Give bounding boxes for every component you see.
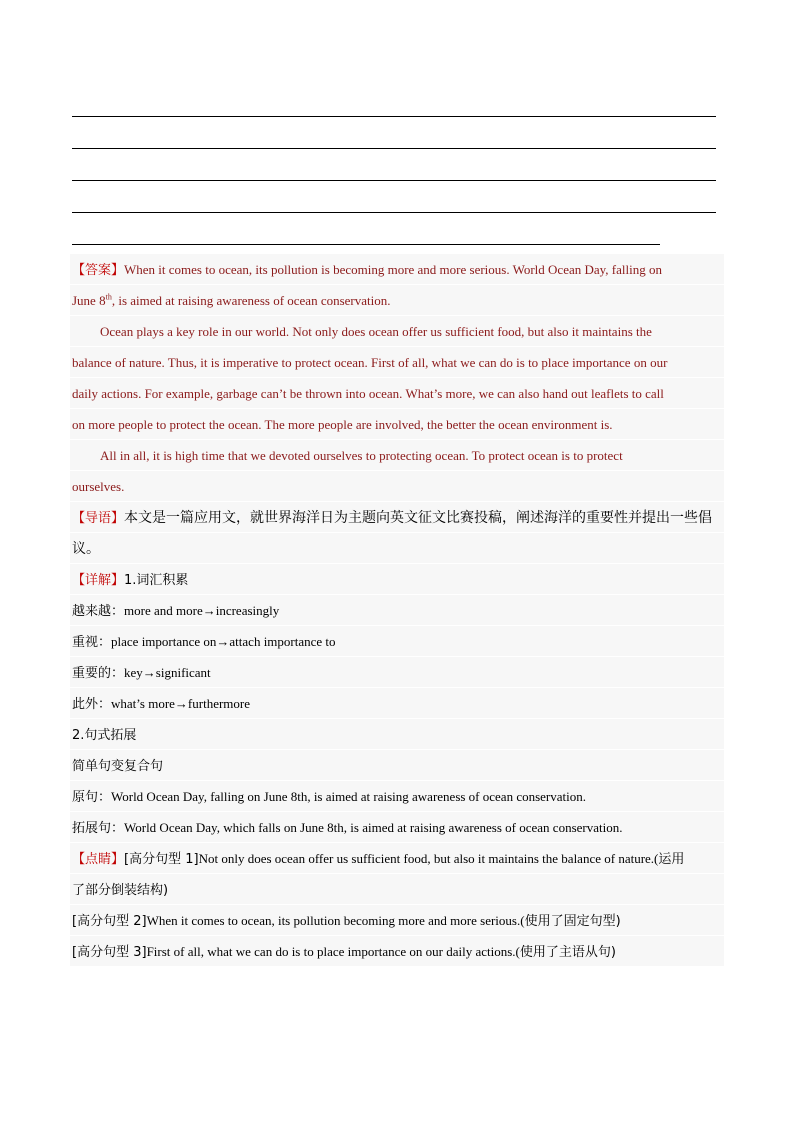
vocab-item: 重视：place importance on→attach importance to xyxy=(70,626,724,657)
detail-line: 【详解】1.词汇积累 xyxy=(70,564,724,595)
answer-line: ourselves. xyxy=(70,471,724,502)
writing-line xyxy=(72,213,660,245)
writing-line xyxy=(72,149,716,181)
writing-lines xyxy=(72,116,716,245)
writing-line xyxy=(72,117,716,149)
highlight-line: [高分句型 2]When it comes to ocean, its pollution becoming more and more serious.(使用了固定句型) xyxy=(70,905,724,936)
detail-tag: 【详解】 xyxy=(72,573,125,588)
writing-line xyxy=(72,181,716,213)
highlight-line: [高分句型 3]First of all, what we can do is to place importance on our daily actions.(使用了主语从句) xyxy=(70,936,724,967)
guide-line: 【导语】本文是一篇应用文，就世界海洋日为主题向英文征文比赛投稿，阐述海洋的重要性并提出一些倡 xyxy=(70,502,724,533)
highlight-line: 【点睛】[高分句型 1]Not only does ocean offer us sufficient food, but also it maintains the balance of nature.(运用 xyxy=(70,843,724,874)
answer-line: on more people to protect the ocean. The more people are involved, the better the ocean environment is. xyxy=(70,409,724,440)
sentence-title: 2.句式拓展 xyxy=(70,719,724,750)
answer-line: June 8th, is aimed at raising awareness of ocean conservation. xyxy=(70,285,724,316)
extended-sentence: 拓展句：World Ocean Day, which falls on June 8th, is aimed at raising awareness of ocean conservation. xyxy=(70,812,724,843)
highlight-line: 了部分倒装结构) xyxy=(70,874,724,905)
answer-line: Ocean plays a key role in our world. Not only does ocean offer us sufficient food, but also it maintains the xyxy=(70,316,724,347)
answer-line: daily actions. For example, garbage can’t be thrown into ocean. What’s more, we can also hand out leaflets to call xyxy=(70,378,724,409)
answer-line: All in all, it is high time that we devoted ourselves to protecting ocean. To protect ocean is to protect xyxy=(70,440,724,471)
sentence-subtitle: 简单句变复合句 xyxy=(70,750,724,781)
answer-tag: 【答案】 xyxy=(72,263,125,278)
guide-line: 议。 xyxy=(70,533,724,564)
highlight-tag: 【点睛】 xyxy=(72,852,125,867)
guide-tag: 【导语】 xyxy=(72,511,125,526)
vocab-item: 重要的：key→significant xyxy=(70,657,724,688)
vocab-item: 越来越：more and more→increasingly xyxy=(70,595,724,626)
vocab-item: 此外：what’s more→furthermore xyxy=(70,688,724,719)
answer-line: balance of nature. Thus, it is imperative to protect ocean. First of all, what we can do is to place importance on our xyxy=(70,347,724,378)
answer-section xyxy=(70,254,724,967)
original-sentence: 原句：World Ocean Day, falling on June 8th, is aimed at raising awareness of ocean conservation. xyxy=(70,781,724,812)
answer-line: 【答案】When it comes to ocean, its pollution is becoming more and more serious. World Ocean Day, falling on xyxy=(70,254,724,285)
